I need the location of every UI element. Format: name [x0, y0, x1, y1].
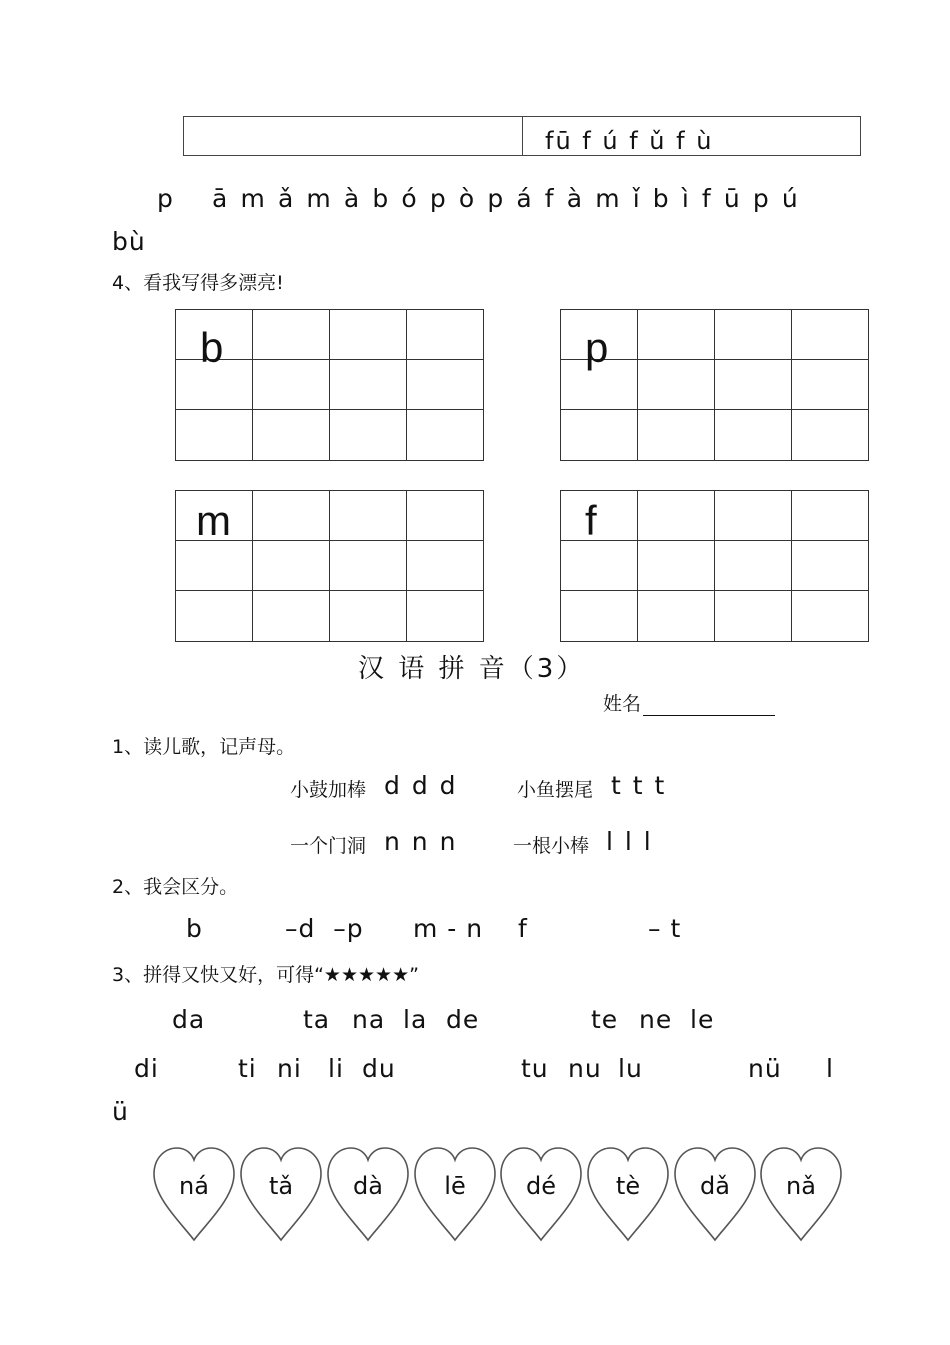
heart-syllable: tè	[615, 1172, 641, 1200]
rhyme-3-letters: n n n	[384, 827, 458, 856]
writing-grid-p	[560, 309, 869, 461]
heart-syllable: tǎ	[268, 1172, 294, 1200]
name-label: 姓名	[603, 693, 642, 715]
syllable-ne: ne	[639, 1005, 673, 1034]
heart-syllable: dà	[353, 1172, 383, 1200]
heart-card	[239, 1146, 323, 1242]
syllable-lu-umlaut-wrap: ü	[112, 1097, 129, 1126]
syllable-ti: ti	[238, 1054, 257, 1083]
syllable-li: li	[328, 1054, 344, 1083]
section4-title: 4、看我写得多漂亮!	[112, 272, 284, 294]
grid-letter: p	[585, 324, 609, 371]
syllable-la: la	[403, 1005, 428, 1034]
syllable-ni: ni	[277, 1054, 302, 1083]
q2-title: 2、我会区分。	[112, 876, 239, 898]
rhyme-4-text: 一根小棒	[513, 835, 590, 857]
syllable-tu: tu	[521, 1054, 549, 1083]
heart-syllable: lē	[444, 1172, 466, 1200]
heart-card	[326, 1146, 410, 1242]
table-right-cell: fū f ú f ǔ f ù	[545, 127, 714, 155]
q1-title: 1、读儿歌，记声母。	[112, 736, 296, 758]
syllable-di: di	[134, 1054, 159, 1083]
heart-card	[759, 1146, 843, 1242]
heart-card	[413, 1146, 497, 1242]
syllable-te: te	[591, 1005, 619, 1034]
grid-letter: m	[196, 497, 231, 544]
rhyme-3-text: 一个门洞	[290, 835, 367, 857]
heart-card	[152, 1146, 236, 1242]
rhyme-4-letters: l l l	[606, 827, 653, 856]
writing-grid-f	[560, 490, 869, 642]
table-divider	[522, 117, 523, 155]
heart-syllable: dé	[526, 1172, 556, 1200]
q2-item-2: –d –p	[285, 914, 364, 943]
syllable-da: da	[172, 1005, 206, 1034]
syllable-le: le	[690, 1005, 715, 1034]
q2-item-4: f	[518, 914, 528, 943]
syllable-de: de	[446, 1005, 480, 1034]
pinyin-line-start: p	[157, 184, 174, 213]
rhyme-2-letters: t t t	[611, 771, 667, 800]
heart-syllable: nǎ	[786, 1172, 816, 1200]
heart-card	[586, 1146, 670, 1242]
lesson-title: 汉 语 拼 音（3）	[358, 654, 586, 684]
grid-letter: f	[585, 497, 597, 544]
name-field[interactable]	[603, 689, 775, 716]
pinyin-line-wrap: bù	[112, 227, 146, 256]
syllable-ta: ta	[303, 1005, 331, 1034]
rhyme-1-text: 小鼓加棒	[290, 779, 367, 801]
writing-grid-m	[175, 490, 484, 642]
top-table	[183, 116, 861, 156]
q2-item-3: m - n	[413, 914, 484, 943]
syllable-lu-umlaut-start: l	[826, 1054, 834, 1083]
rhyme-2-text: 小鱼摆尾	[517, 779, 594, 801]
grid-letter: b	[200, 324, 224, 371]
syllable-nu-umlaut: nü	[748, 1054, 782, 1083]
pinyin-line-syllables: ā m ǎ m à b ó p ò p á f à m ǐ b ì f ū p ú	[212, 184, 801, 213]
heart-syllable: ná	[179, 1172, 209, 1200]
writing-grid-b	[175, 309, 484, 461]
q2-item-1: b	[186, 914, 203, 943]
syllable-du: du	[362, 1054, 396, 1083]
heart-syllable: dǎ	[700, 1172, 730, 1200]
rhyme-1-letters: d d d	[384, 771, 458, 800]
q3-title: 3、拼得又快又好，可得“★★★★★”	[112, 964, 419, 986]
heart-card	[499, 1146, 583, 1242]
q2-item-5: – t	[648, 914, 682, 943]
heart-card	[673, 1146, 757, 1242]
syllable-nu: nu	[568, 1054, 602, 1083]
syllable-na: na	[352, 1005, 386, 1034]
syllable-lu: lu	[618, 1054, 643, 1083]
name-blank[interactable]	[643, 697, 775, 716]
